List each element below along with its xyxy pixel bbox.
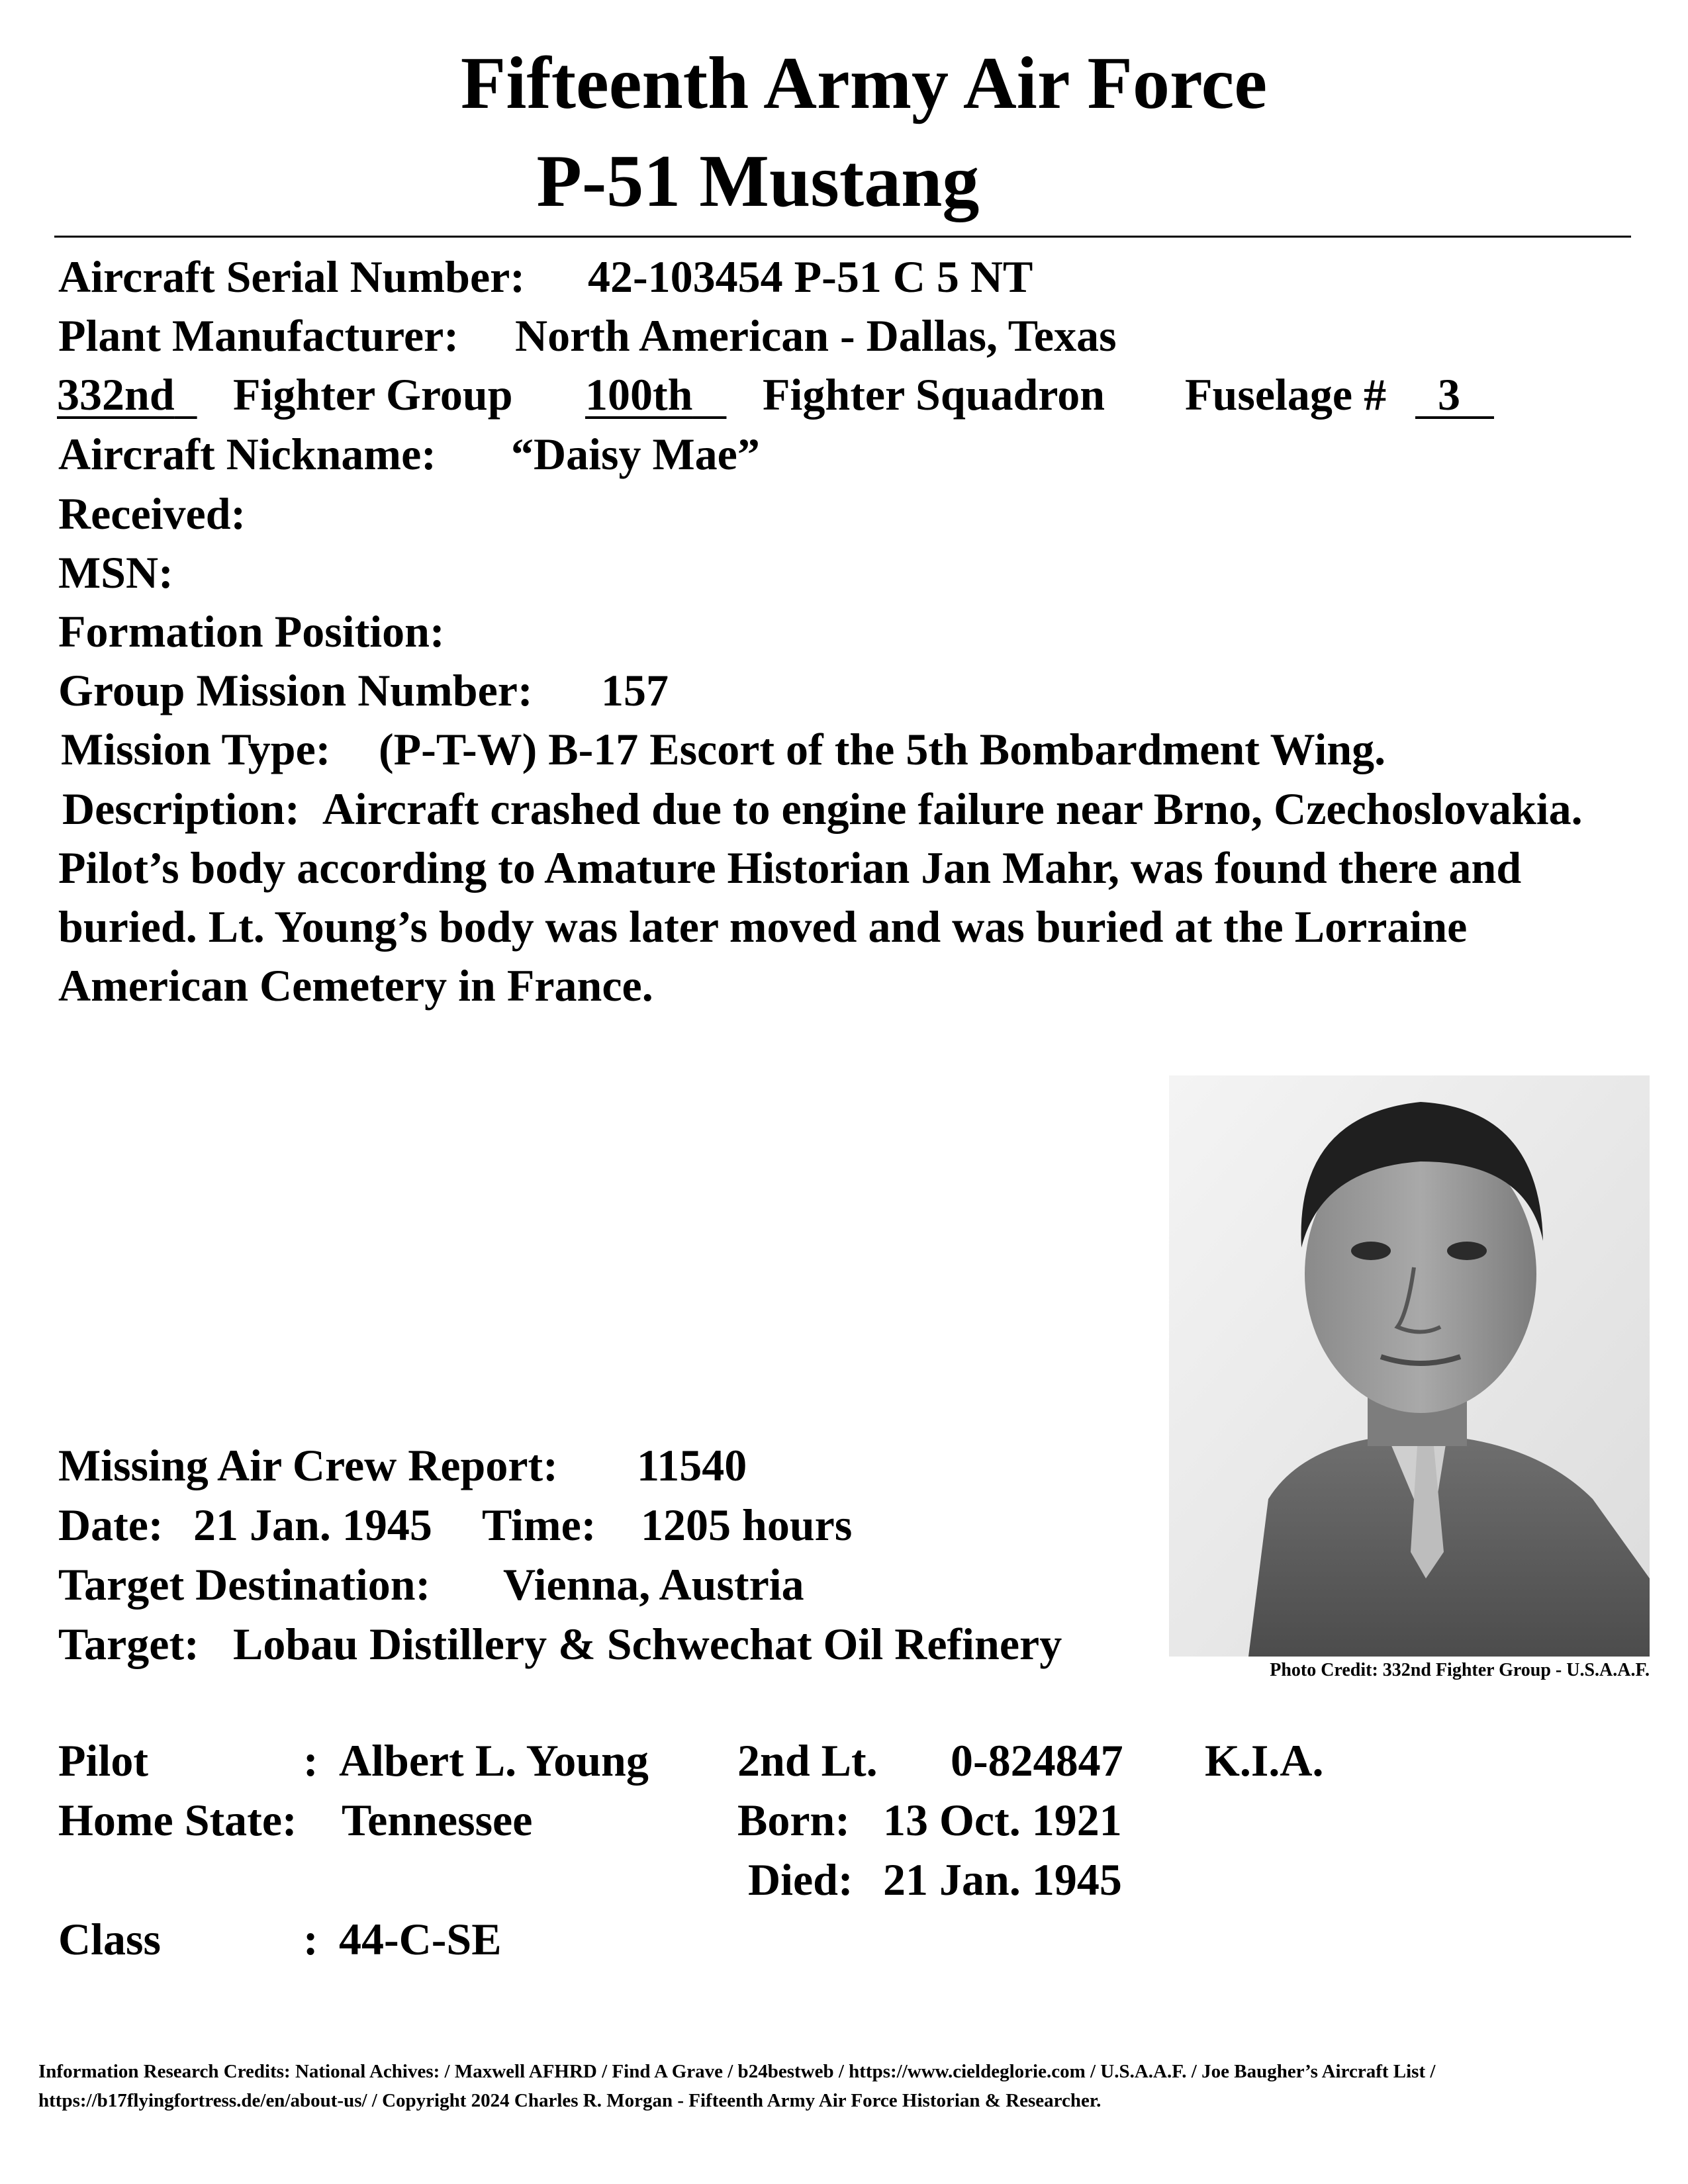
pilot-status: K.I.A. xyxy=(1205,1735,1324,1786)
fuselage-value: 3 xyxy=(1438,369,1460,420)
pilot-rank: 2nd Lt. xyxy=(737,1735,878,1786)
time-label: Time: xyxy=(482,1500,596,1550)
home-state-value: Tennessee xyxy=(342,1795,533,1845)
page-title: Fifteenth Army Air Force xyxy=(460,42,1268,124)
born-label: Born: xyxy=(737,1795,850,1845)
macr-label: Missing Air Crew Report: xyxy=(58,1440,558,1490)
target-destination-value: Vienna, Austria xyxy=(503,1559,804,1610)
formation-position-label: Formation Position: xyxy=(58,606,445,657)
nickname-label: Aircraft Nickname: xyxy=(58,429,436,479)
credits-line-1: Information Research Credits: National Achives: / Maxwell AFHRD / Find A Grave / b24bestweb / https://www.cieldeglorie.com / U.S.A.A.F. / Joe Baugher’s Aircraft List / xyxy=(38,2061,1436,2082)
time-value: 1205 hours xyxy=(641,1500,853,1550)
pilot-label: Pilot xyxy=(58,1735,148,1786)
class-value: 44-C-SE xyxy=(339,1914,502,1964)
msn-label: MSN: xyxy=(58,547,173,598)
fighter-squadron-value: 100th xyxy=(585,369,693,420)
fighter-group-label: Fighter Group xyxy=(233,369,513,420)
class-label: Class xyxy=(58,1914,161,1964)
pilot-service-number: 0-824847 xyxy=(951,1735,1123,1786)
description xyxy=(58,780,1594,1015)
fighter-group-value: 332nd xyxy=(57,369,175,420)
description-value: Aircraft crashed due to engine failure near Brno, Czechoslovakia. Pilot’s body according to Amature Historian Jan Mahr, was found there and buried. Lt. Young’s body was later moved and was buried at the Lorraine American Cemetery in France. xyxy=(58,784,1583,1011)
home-state-label: Home State: xyxy=(58,1795,297,1845)
serial-number-value: 42-103454 P-51 C 5 NT xyxy=(588,251,1033,302)
fighter-squadron-label: Fighter Squadron xyxy=(763,369,1105,420)
plant-manufacturer-label: Plant Manufacturer: xyxy=(58,310,459,361)
page-subtitle: P-51 Mustang xyxy=(536,140,980,222)
pilot-name: Albert L. Young xyxy=(339,1735,649,1786)
mission-type-label: Mission Type: xyxy=(61,724,331,774)
class-colon: : xyxy=(303,1914,318,1964)
pilot-colon: : xyxy=(303,1735,318,1786)
research-credits xyxy=(38,2057,1654,2115)
description-label: Description: xyxy=(62,784,300,834)
credits-line-2: https://b17flyingfortress.de/en/about-us/ / Copyright 2024 Charles R. Morgan - Fifteenth Army Air Force Historian & Researcher. xyxy=(38,2090,1102,2111)
born-value: 13 Oct. 1921 xyxy=(883,1795,1122,1845)
date-label: Date: xyxy=(58,1500,164,1550)
title-divider xyxy=(54,236,1631,238)
target-value: Lobau Distillery & Schwechat Oil Refinery xyxy=(233,1619,1062,1669)
died-value: 21 Jan. 1945 xyxy=(883,1854,1122,1905)
mission-type-value: (P-T-W) B-17 Escort of the 5th Bombardment Wing. xyxy=(379,724,1386,774)
serial-number-label: Aircraft Serial Number: xyxy=(58,251,525,302)
plant-manufacturer-value: North American - Dallas, Texas xyxy=(515,310,1117,361)
pilot-portrait-photo xyxy=(1169,1075,1650,1657)
target-destination-label: Target Destination: xyxy=(58,1559,431,1610)
date-value: 21 Jan. 1945 xyxy=(193,1500,432,1550)
died-label: Died: xyxy=(748,1854,853,1905)
fuselage-label: Fuselage # xyxy=(1185,369,1387,420)
macr-value: 11540 xyxy=(637,1440,747,1490)
photo-credit: Photo Credit: 332nd Fighter Group - U.S.A.A.F. xyxy=(1270,1660,1650,1680)
target-label: Target: xyxy=(58,1619,199,1669)
received-label: Received: xyxy=(58,488,246,539)
group-mission-label: Group Mission Number: xyxy=(58,665,533,715)
nickname-value: “Daisy Mae” xyxy=(511,429,760,479)
group-mission-value: 157 xyxy=(601,665,669,715)
